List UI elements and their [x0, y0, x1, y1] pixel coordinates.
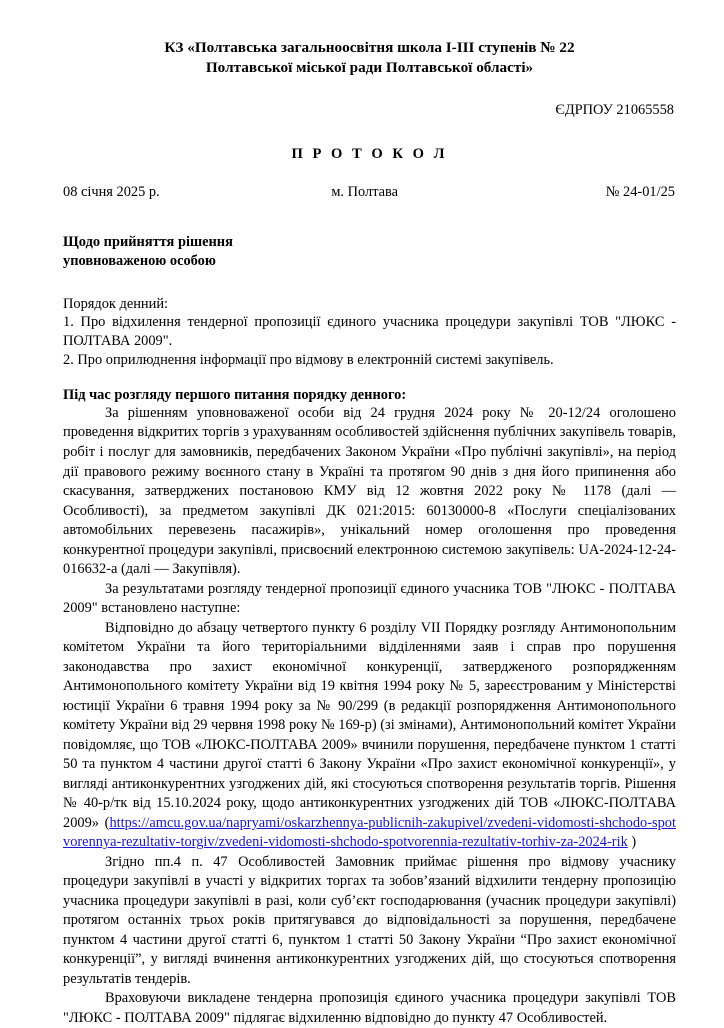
document-number: № 24-01/25	[605, 183, 675, 200]
document-meta-row	[63, 184, 676, 201]
document-subject	[63, 233, 676, 271]
amcu-text-before-link: Відповідно до абзацу четвертого пункту 6 розділу VII Порядку розгляду Антимонопольним комітетом України та його територіальними відділеннями заяв і справ про порушення законодавства про захист економічної конкуренції, затвердженого розпорядженням Антимонопольного комітету України від 19 квітня 1994 року № 5, зареєстрованим у Міністерстві юстиції України 6 травня 1994 року за № 90/299 (в редакції розпорядження Антимонопольного комітету України від 29 червня 1998 року № 169-р) (зі змінами), Антимонопольний комітет України повідомляє, що ТОВ «ЛЮКС-ПОЛТАВА 2009» вчинили порушення, передбачене пунктом 1 статті 50 та пунктом 4 частини другої статті 6 Закону України «Про захист економічної конкуренції», у вигляді антиконкурентних узгоджених дій, які стосуються спотворення результатів торгів. Рішення № 40-р/тк від 15.10.2024 року, щодо антиконкурентних узгоджених дій ТОВ «ЛЮКС-ПОЛТАВА 2009» (	[63, 619, 676, 831]
amcu-text-after-link: )	[627, 834, 637, 851]
organization-name-line-2: Полтавської міської ради Полтавської області»	[205, 58, 534, 76]
paragraph-review-results: За результатами розгляду тендерної пропозиції єдиного учасника ТОВ "ЛЮКС - ПОЛТАВА 2009" встановлено наступне:	[63, 580, 676, 617]
amcu-decision-link[interactable]: https://amcu.gov.ua/napryami/oskarzhennya-publicnih-zakupivel/zvedeni-vidomosti-shchodo-spotvorennya-rezultativ-torgiv/zvedeni-vidomosti-shchodo-spotvorennia-rezultativ-torhiv-za-2024-rik	[63, 814, 676, 851]
document-place: м. Полтава	[331, 183, 399, 200]
document-title: П Р О Т О К О Л	[291, 145, 448, 162]
organization-name-line-1: КЗ «Полтавська загальноосвітня школа I-III ступенів № 22	[164, 39, 575, 56]
subject-line-1: Щодо прийняття рішення	[63, 233, 233, 250]
agenda-item-1: 1. Про відхилення тендерної пропозиції єдиного учасника процедури закупівлі ТОВ "ЛЮКС - ПОЛТАВА 2009".	[63, 314, 676, 350]
agenda-item-2: 2. Про оприлюднення інформації про відмову в електронній системі закупівель.	[63, 352, 554, 369]
agenda-label: Порядок денний:	[63, 295, 169, 312]
organization-header	[63, 36, 676, 78]
paragraph-announcement: За рішенням уповноваженої особи від 24 грудня 2024 року № 20-12/24 оголошено проведення відкритих торгів з урахуванням особливостей здійснення публічних закупівель товарів, робіт і послуг для замовників, передбачених Законом України «Про публічні закупівлі», на період дії правового режиму воєнного стану в Україні та протягом 90 днів з дня його припинення або скасування, затверджених постановою КМУ від 12 жовтня 2022 року № 1178 (далі — Особливості), за предметом закупівлі ДК 021:2015: 60130000-8 «Послуги спеціалізованих автомобільних перевезень пасажирів», унікальний номер оголошення про проведення конкурентної процедури закупівлі, присвоєний електронною системою закупівель: UA-2024-12-24-016632-а (далі — Закупівля).	[63, 404, 676, 578]
paragraph-amcu-decision	[63, 619, 676, 853]
subject-line-2: уповноваженою особою	[63, 252, 216, 269]
paragraph-conclusion: Враховуючи викладене тендерна пропозиція єдиного учасника процедури закупівлі ТОВ "ЛЮКС - ПОЛТАВА 2009" підлягає відхиленню відповідно до пункту 47 Особливостей.	[63, 990, 676, 1026]
agenda-block	[63, 295, 676, 370]
paragraph-legal-grounds: Згідно пп.4 п. 47 Особливостей Замовник приймає рішення про відмову учаснику процедури закупівлі в участі у відкритих торгах та зобов’язаний відхилити тендерну пропозицію учасника процедури закупівлі в разі, коли суб’єкт господарювання (учасник процедури закупівлі) протягом останніх трьох років притягувався до відповідальності за порушення, передбачене пунктом 4 частини другої статті 6, пунктом 1 статті 50 Закону України “Про захист економічної конкуренції”, у вигляді вчинення антиконкурентних узгоджених дій, що стосуються спотворення результатів тендерів.	[63, 853, 676, 987]
edrpou-code: ЄДРПОУ 21065558	[555, 101, 674, 118]
section-heading-first-question: Під час розгляду першого питання порядку денного:	[63, 386, 407, 403]
document-date: 08 січня 2025 р.	[63, 183, 160, 200]
